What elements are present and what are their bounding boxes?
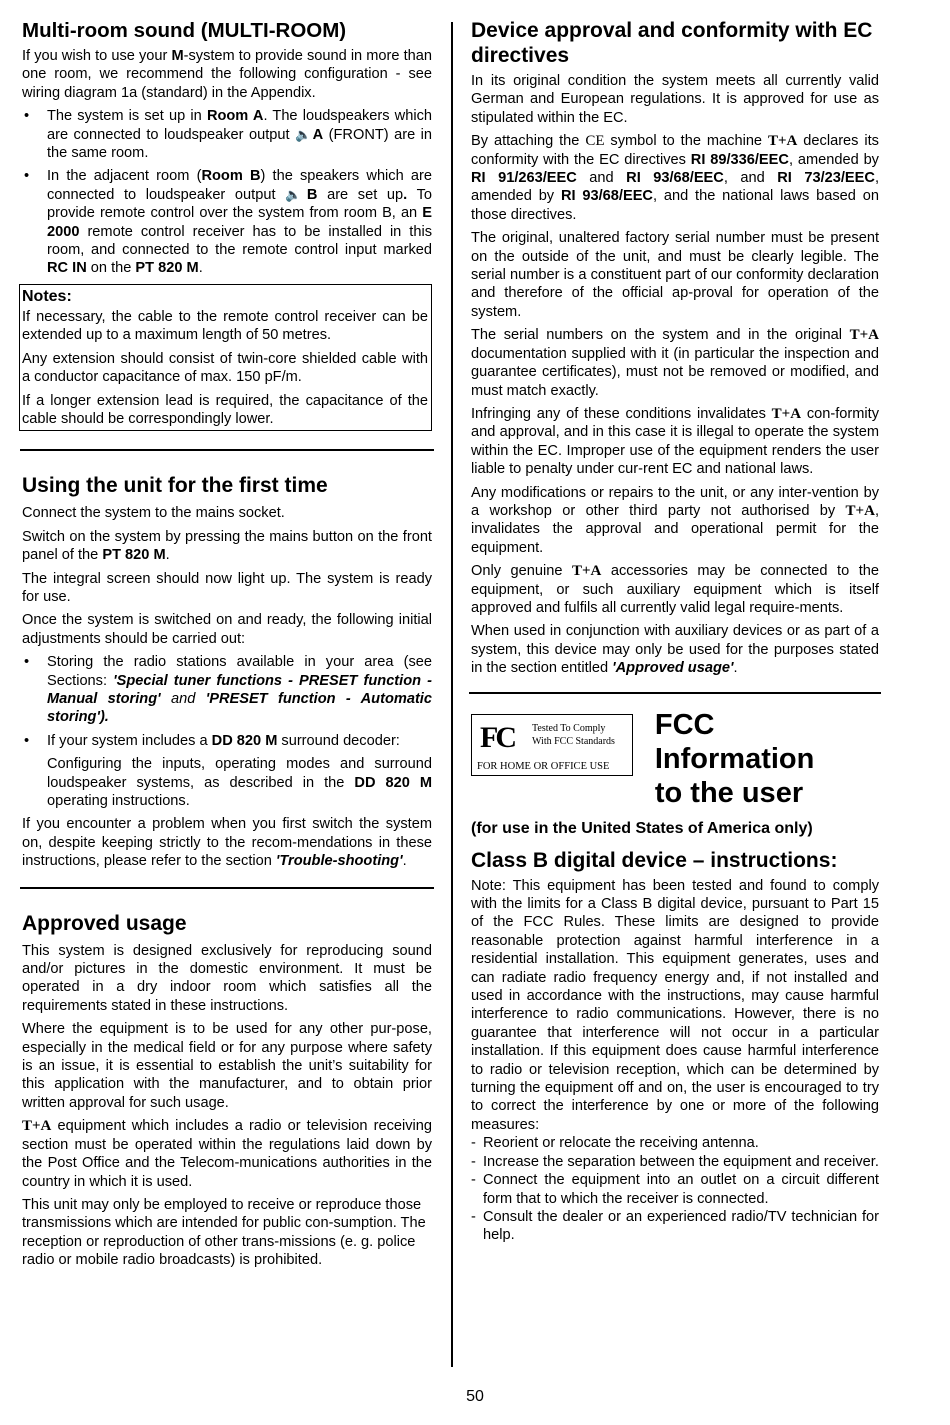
list-item: - Consult the dealer or an experienced radio/TV technician for help. — [471, 1208, 879, 1245]
paragraph: When used in conjunction with auxiliary devices or as part of a system, this device may only be used for the purposes stated in the section entitled 'Approved usage'. — [471, 623, 879, 677]
paragraph: Where the equipment is to be used for any other pur-pose, especially in the medical field or for any purpose where safety is an issue, it is essential to establish the unit’s suitability for this application with the manufacturer, and to obtain prior written approval for such usage. — [22, 1021, 432, 1111]
fcc-subtitle: (for use in the United States of America only) — [471, 819, 813, 837]
paragraph: Infringing any of these conditions invalidates T+A con-formity and approval, and in this case it is illegal to operate the system within the EC. Improper use of the equipment renders the user liable to penalty under cur-rent EC and national laws. — [471, 405, 879, 478]
fcc-note: Note: This equipment has been tested and found to comply with the limits for a Class B digital device, pursuant to Part 15 of the FCC Rules. These limits are designed to provide reasonable protection against harmful interference in a residential installation. This equipment generates, uses and can radiate radio frequency energy and, if not installed and used in accordance with the instructions, may cause harmful interference to radio communications. However, there is no guarantee that interference will not occur in a particular installation. If this equipment does cause harmful interference to radio or television reception, which can be determined by turning the equipment off and on, the user is encouraged to try to correct the interference by one or more of the following measures: — [471, 877, 879, 1133]
speaker-icon: 🔈 — [295, 126, 313, 142]
list-item: • Storing the radio stations available in your area (see Sections: 'Special tuner functions - PRESET function - Manual storing' and 'PRESET function - Automatic storing'). — [22, 653, 432, 727]
right-column — [471, 18, 879, 1245]
paragraph: By attaching the CE symbol to the machine T+A declares its conformity with the EC directives RI 89/336/EEC, amended by RI 91/263/EEC and RI 93/68/EEC, and RI 73/23/EEC, amended by RI 93/68/EEC, and the national laws based on those directives. — [471, 133, 879, 223]
paragraph: Only genuine T+A accessories may be connected to the equipment, or such auxiliary equipment which is itself approved and fulfils all currently valid legal require-ments. — [471, 563, 879, 616]
multiroom-heading: Multi-room sound (MULTI-ROOM) — [22, 19, 347, 42]
approved-usage-heading: Approved usage — [22, 911, 187, 935]
paragraph: This unit may only be employed to receive or reproduce those transmissions which are intended for public con-sumption. The reception or reproduction of other trans-missions (e. g. police radio or mobile radio broadcasts) is prohibited. — [22, 1196, 426, 1269]
divider — [469, 692, 881, 694]
list-item: - Connect the equipment into an outlet on a circuit different form that to which the receiver is connected. — [471, 1171, 879, 1208]
paragraph: Switch on the system by pressing the mains button on the front panel of the PT 820 M. — [22, 528, 432, 564]
paragraph: Configuring the inputs, operating modes and surround loudspeaker systems, as described in the DD 820 M operating instructions. — [47, 756, 432, 809]
brand-logo: T+A — [845, 502, 875, 519]
column-divider — [451, 22, 453, 1367]
paragraph: Any modifications or repairs to the unit, or any inter-vention by a workshop or other third party not authorised by T+A, invalidates the approval and operational permit for the equipment. — [471, 484, 879, 556]
list-item: • In the adjacent room (Room B) the speakers which are connected to loudspeaker output 🔈B are set up. To provide remote control over the system from room B, an E 2000 remote control receiver has to be installed in this room, and connected to the remote control input marked RC IN on the PT 820 M. — [22, 167, 432, 277]
brand-logo: T+A — [767, 133, 798, 150]
paragraph: In its original condition the system meets all currently valid German and European regulations. It is approved for use as stipulated within the EC. — [471, 73, 879, 126]
multiroom-intro: If you wish to use your M-system to provide sound in more than one room, we recommend the following configuration - see wiring diagram 1a (standard) in the Appendix. — [22, 48, 432, 101]
speaker-icon: 🔈 — [285, 186, 307, 202]
left-column — [22, 18, 432, 1275]
notes-title: Notes: — [22, 287, 72, 305]
list-item: - Increase the separation between the equipment and receiver. — [471, 1153, 879, 1171]
brand-logo: T+A — [849, 327, 879, 344]
list-item: • If your system includes a DD 820 M surround decoder: — [22, 732, 432, 750]
fcc-header — [471, 708, 879, 810]
multiroom-list — [22, 107, 432, 278]
paragraph: T+A equipment which includes a radio or television receiving section must be operated within the regulations laid down by the Post Office and the Telecom-munications authorities in the country in which it is used. — [22, 1118, 432, 1190]
paragraph: The original, unaltered factory serial number must be present on the outside of the unit, and must be clearly legible. The serial number is a constituent part of our conformity declaration and therefore of the official ap-proval for operation of the system. — [471, 230, 879, 320]
notes-box — [19, 284, 432, 431]
fcc-measures-list — [471, 1134, 879, 1244]
paragraph: The integral screen should now light up. The system is ready for use. — [22, 570, 432, 605]
list-item: - Reorient or relocate the receiving antenna. — [471, 1134, 879, 1152]
list-item: • The system is set up in Room A. The loudspeakers which are connected to loudspeaker output 🔈A (FRONT) are in the same room. — [22, 107, 432, 162]
brand-logo: T+A — [771, 405, 802, 422]
fcc-compliance-logo — [471, 714, 633, 776]
divider — [20, 449, 434, 451]
first-time-heading: Using the unit for the first time — [22, 474, 328, 498]
paragraph: This system is designed exclusively for reproducing sound and/or pictures in the domestic environment. It must be operated in a dry indoor room which satisfies all the requirements stated in these instructions. — [22, 942, 432, 1014]
paragraph: The serial numbers on the system and in the original T+A documentation supplied with it (in particular the inspection and guarantee certificates), must not be removed or modified, and must match exactly. — [471, 327, 879, 399]
note-text: Any extension should consist of twin-core shielded cable with a conductor capacitance of max. 150 pF/m. — [22, 350, 428, 386]
fcc-title: FCC Information to the user — [654, 708, 815, 809]
fcc-logo-icon: FC — [480, 720, 514, 754]
fcc-tested-text: Tested To Comply With FCC Standards — [532, 722, 615, 747]
divider — [20, 887, 434, 889]
note-text: If a longer extension lead is required, the capacitance of the cable should be correspondingly lower. — [22, 392, 428, 427]
paragraph: Connect the system to the mains socket. — [22, 505, 285, 522]
brand-logo: T+A — [22, 1118, 52, 1135]
paragraph: Once the system is switched on and ready, the following initial adjustments should be carried out: — [22, 612, 432, 647]
class-b-heading: Class B digital device – instructions: — [471, 848, 838, 872]
paragraph: If you encounter a problem when you first switch the system on, despite keeping strictly to the recom-mendations in these instructions, please refer to the section 'Trouble-shooting'. — [22, 816, 432, 870]
note-text: If necessary, the cable to the remote control receiver can be extended up to a maximum length of 50 metres. — [22, 308, 428, 344]
device-approval-heading: Device approval and conformity with EC directives — [471, 19, 873, 67]
fcc-home-office-text: FOR HOME OR OFFICE USE — [477, 760, 610, 772]
brand-logo: T+A — [571, 563, 602, 580]
ce-mark: CE — [585, 133, 605, 150]
page-number: 50 — [466, 1388, 484, 1405]
first-time-list — [22, 653, 432, 750]
